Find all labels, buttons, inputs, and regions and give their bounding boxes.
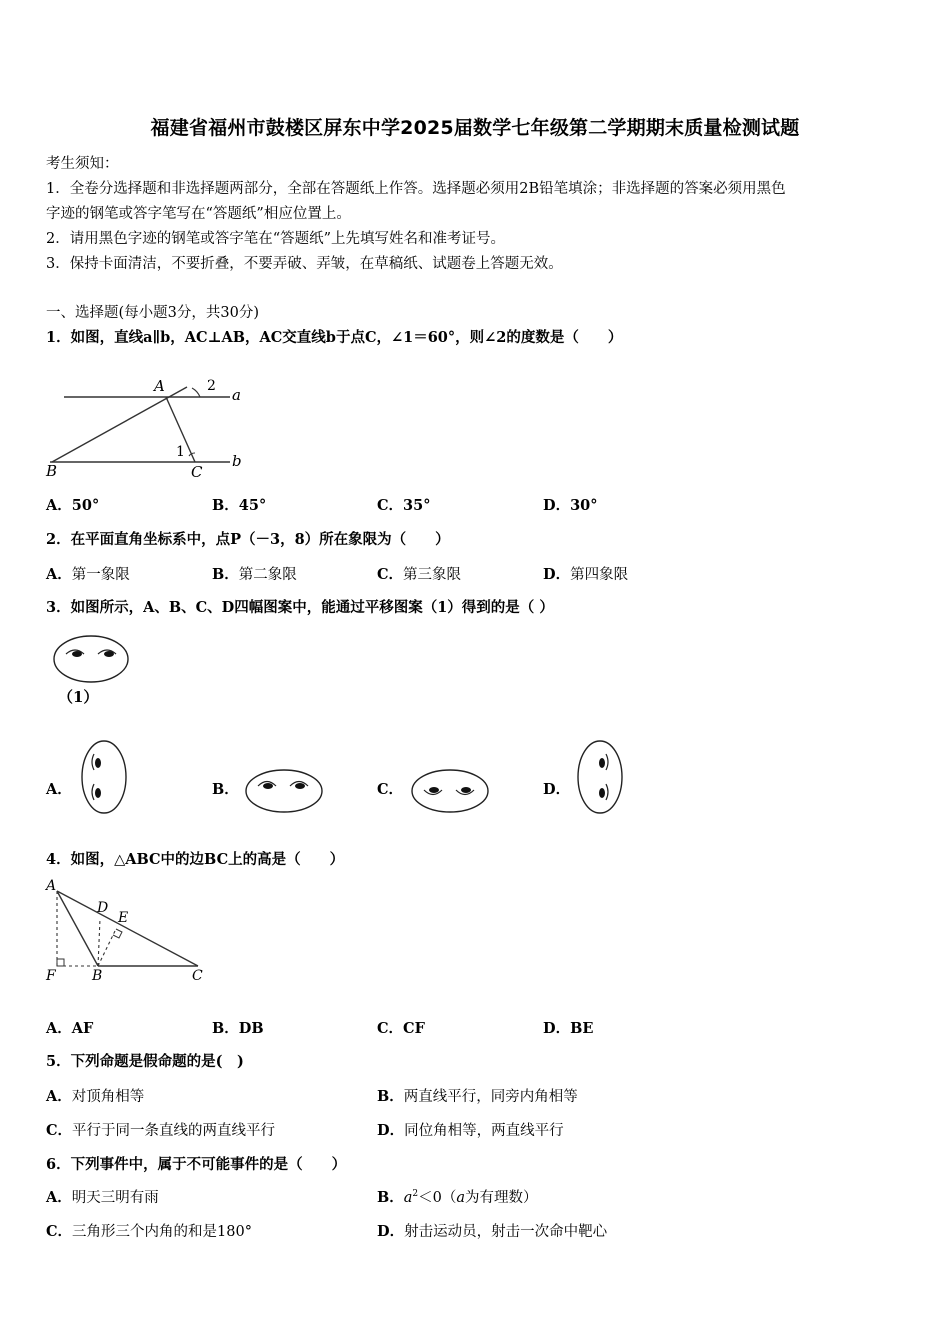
segment-BE: [98, 931, 115, 966]
q6-option-b[interactable]: B．$a^2<0(a$为有理数）: [377, 1189, 538, 1206]
question-6-text: 6．下列事件中，属于不可能事件的是（ ）: [46, 1156, 347, 1173]
label-B: B: [46, 462, 58, 480]
q1-option-c[interactable]: C．35°: [377, 497, 431, 514]
angle-2-arc: [192, 388, 200, 397]
label-2: 2: [207, 378, 216, 394]
label-b: b: [232, 452, 242, 470]
q6-option-d[interactable]: D．射击运动员，射击一次命中靶心: [377, 1223, 608, 1240]
label-F: F: [46, 968, 56, 984]
q1-option-b[interactable]: B．45°: [212, 497, 267, 514]
q3-figure-caption: （1）: [58, 688, 99, 706]
q4-option-d[interactable]: D．BE: [543, 1020, 594, 1037]
q1-option-a[interactable]: A．50°: [46, 497, 100, 514]
segment-BD: [98, 919, 100, 966]
section-heading: 一、选择题(每小题3分，共30分): [46, 305, 259, 321]
q1-option-d[interactable]: D．30°: [543, 497, 598, 514]
q1-figure: [42, 370, 252, 482]
q5-option-b[interactable]: B．两直线平行，同旁内角相等: [377, 1088, 578, 1105]
label-A: A: [154, 377, 165, 395]
label-C: C: [191, 463, 203, 481]
q4-option-b[interactable]: B．DB: [212, 1020, 264, 1037]
q6-option-a[interactable]: A．明天三明有雨: [46, 1189, 159, 1206]
label-a: a: [232, 386, 241, 404]
q3-option-a[interactable]: A．: [46, 781, 72, 798]
q5-option-c[interactable]: C．平行于同一条直线的两直线平行: [46, 1122, 276, 1139]
question-5-text: 5．下列命题是假命题的是( ): [46, 1053, 244, 1070]
q2-option-a[interactable]: A．第一象限: [46, 566, 130, 583]
q3-option-d-figure: [572, 738, 628, 816]
right-angle-F: [57, 959, 64, 966]
label-E: E: [118, 910, 129, 926]
question-1-text: 1．如图，直线a∥b，AC⊥AB，AC交直线b于点C，∠1＝60°，则∠2的度数是（ ）: [46, 329, 623, 346]
label-B: B: [92, 968, 103, 984]
q6-option-c[interactable]: C．三角形三个内角的和是180°: [46, 1223, 252, 1240]
q4-option-c[interactable]: C．CF: [377, 1020, 425, 1037]
q3-option-d[interactable]: D．: [543, 781, 571, 798]
q5-option-d[interactable]: D．同位角相等，两直线平行: [377, 1122, 564, 1139]
notice-item-1b: 字迹的钢笔或答字笔写在“答题纸”相应位置上。: [46, 206, 351, 222]
label-A: A: [46, 878, 57, 894]
label-D: D: [97, 900, 109, 916]
label-1: 1: [176, 444, 185, 460]
page-title: 福建省福州市鼓楼区屏东中学2025届数学七年级第二学期期末质量检测试题: [150, 117, 800, 139]
q4-option-a[interactable]: A．AF: [46, 1020, 94, 1037]
q3-figure-1: [50, 632, 134, 688]
notice-item-3: 3．保持卡面清洁，不要折叠，不要弄破、弄皱，在草稿纸、试题卷上答题无效。: [46, 256, 563, 272]
notice-item-2: 2．请用黑色字迹的钢笔或答字笔在“答题纸”上先填写姓名和准考证号。: [46, 231, 506, 247]
q2-option-c[interactable]: C．第三象限: [377, 566, 462, 583]
q3-option-a-figure: [76, 738, 132, 816]
question-2-text: 2．在平面直角坐标系中，点P（－3，8）所在象限为（ ）: [46, 531, 450, 548]
q3-option-c-figure: [408, 766, 492, 816]
q3-option-b[interactable]: B．: [212, 781, 239, 798]
question-3-text: 3．如图所示，A、B、C、D四幅图案中，能通过平移图案（1）得到的是（ ）: [46, 599, 554, 616]
label-C: C: [192, 968, 203, 984]
notice-item-1a: 1．全卷分选择题和非选择题两部分，全部在答题纸上作答。选择题必须用2B铅笔填涂；非选择题的答案必须用黑色: [46, 181, 786, 197]
q3-option-c[interactable]: C．: [377, 781, 404, 798]
q5-option-a[interactable]: A．对顶角相等: [46, 1088, 145, 1105]
q4-figure: [40, 874, 220, 986]
q2-option-b[interactable]: B．第二象限: [212, 566, 297, 583]
q3-option-b-figure: [242, 766, 326, 816]
question-4-text: 4．如图，△ABC中的边BC上的高是（ ）: [46, 851, 345, 868]
q2-option-d[interactable]: D．第四象限: [543, 566, 629, 583]
notice-heading: 考生须知：: [46, 156, 119, 172]
